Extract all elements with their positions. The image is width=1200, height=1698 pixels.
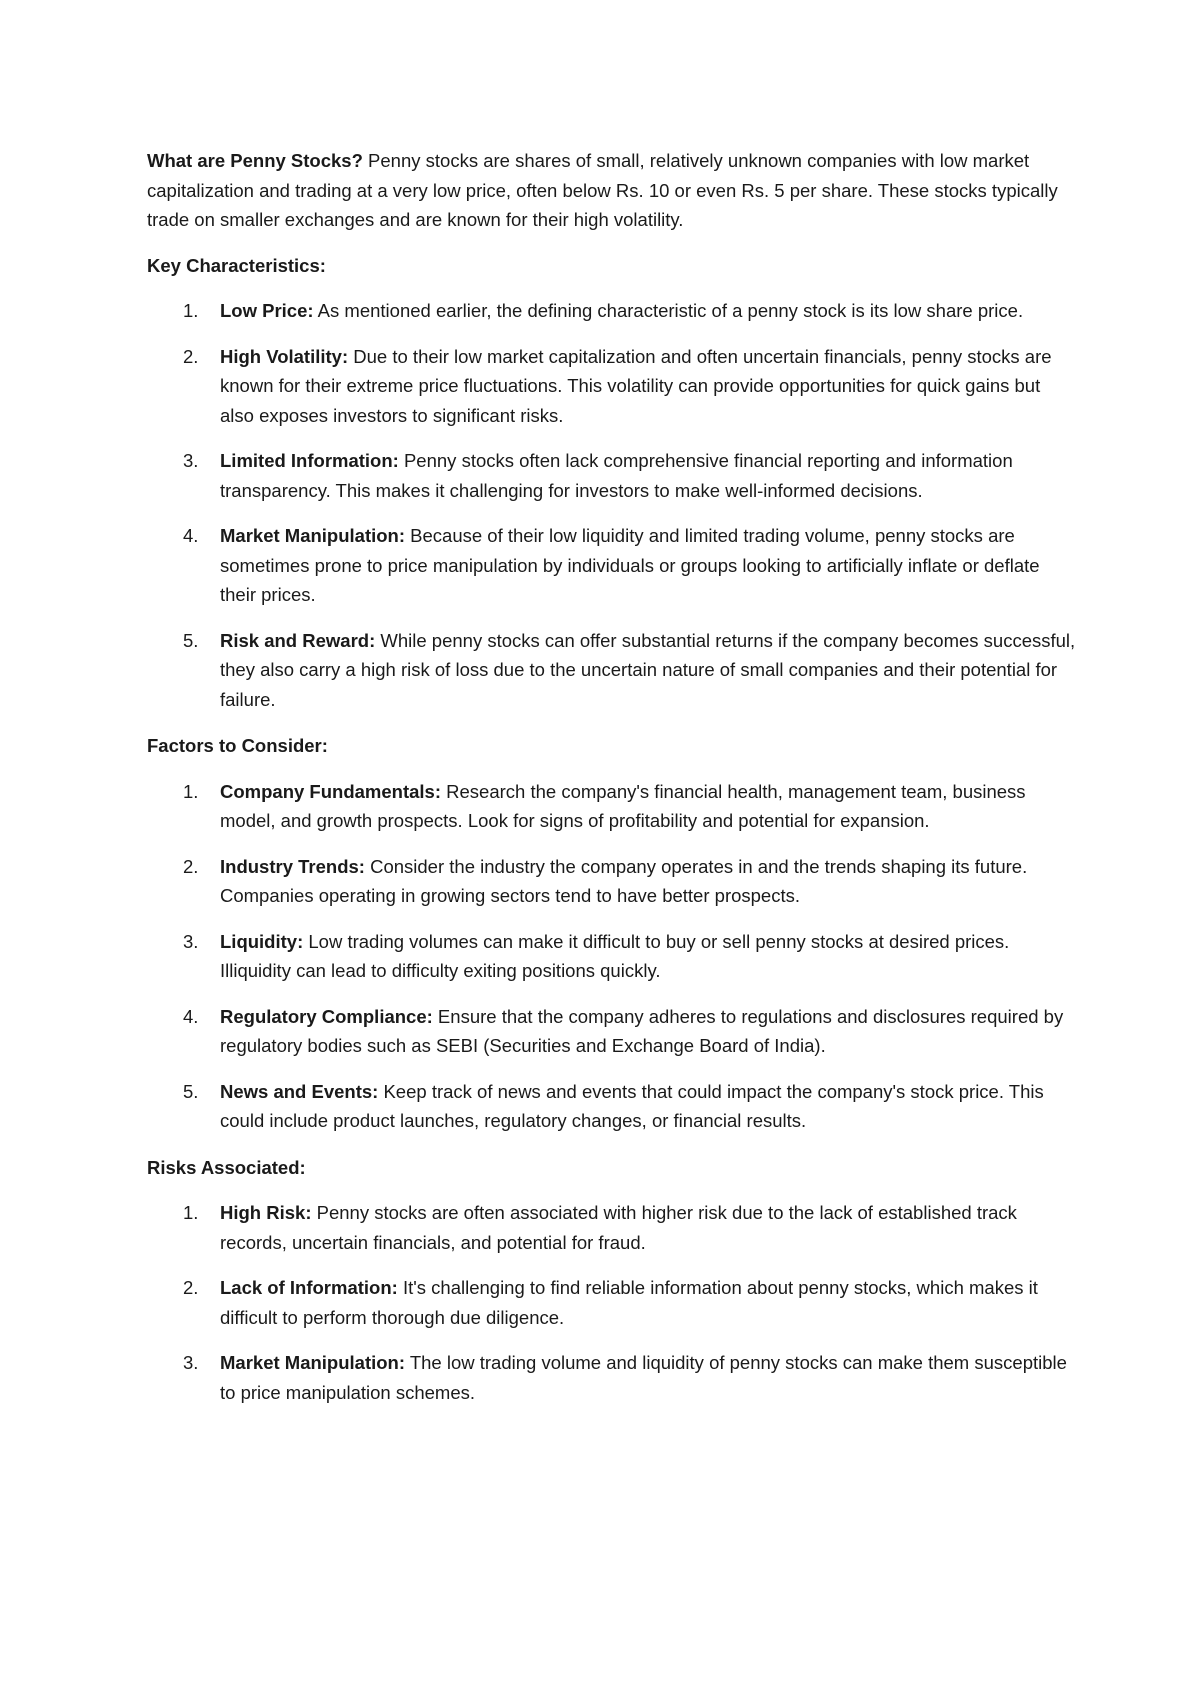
list-item bbox=[147, 1273, 1077, 1332]
item-number: 5. bbox=[183, 1080, 199, 1102]
item-number: 1. bbox=[183, 780, 199, 802]
item-number: 1. bbox=[183, 300, 199, 321]
item-term: High Risk: bbox=[220, 1202, 312, 1223]
list-item bbox=[147, 446, 1077, 505]
list-item bbox=[147, 1348, 1077, 1407]
item-number: 1. bbox=[183, 1202, 199, 1223]
item-term: Liquidity: bbox=[220, 930, 304, 952]
item-number: 2. bbox=[183, 1277, 199, 1298]
item-text: It's challenging to find reliable information about penny stocks, which makes it difficult to perform thorough due diligence. bbox=[220, 1277, 1038, 1328]
item-text: Consider the industry the company operates in and the trends shaping its future. Companies operating in growing sectors tend to have better prospects. bbox=[220, 855, 1028, 906]
list-item bbox=[147, 852, 1077, 911]
section-heading-key-characteristics: Key Characteristics: bbox=[147, 254, 326, 276]
list-item bbox=[147, 927, 1077, 986]
item-text: The low trading volume and liquidity of penny stocks can make them susceptible to price manipulation schemes. bbox=[220, 1352, 1067, 1403]
item-number: 3. bbox=[183, 930, 199, 952]
item-text: Low trading volumes can make it difficult to buy or sell penny stocks at desired prices. Illiquidity can lead to difficulty exiting positions quickly. bbox=[220, 930, 1010, 981]
item-text: Research the company's financial health, management team, business model, and growth prospects. Look for signs of profitability and potential for expansion. bbox=[220, 780, 1026, 831]
intro-paragraph bbox=[147, 146, 1077, 235]
list-item bbox=[147, 1198, 1077, 1257]
document-page bbox=[147, 146, 1077, 1424]
item-text: While penny stocks can offer substantial returns if the company becomes successful, they also carry a high risk of loss due to the uncertain nature of small companies and their potential for failure. bbox=[220, 629, 1076, 710]
item-term: Lack of Information: bbox=[220, 1277, 398, 1298]
item-term: Limited Information: bbox=[220, 450, 399, 471]
item-number: 3. bbox=[183, 450, 199, 471]
item-term: High Volatility: bbox=[220, 345, 349, 367]
item-term: Regulatory Compliance: bbox=[220, 1005, 433, 1027]
list-item bbox=[147, 626, 1077, 715]
intro-title: What are Penny Stocks? bbox=[147, 150, 363, 171]
item-number: 4. bbox=[183, 1005, 199, 1027]
section-heading-factors-to-consider: Factors to Consider: bbox=[147, 735, 328, 756]
list-item bbox=[147, 1002, 1077, 1061]
item-number: 4. bbox=[183, 525, 199, 546]
item-term: Company Fundamentals: bbox=[220, 780, 441, 802]
risks-associated-list bbox=[147, 1198, 1077, 1407]
item-term: Risk and Reward: bbox=[220, 629, 376, 651]
item-number: 5. bbox=[183, 629, 199, 651]
factors-to-consider-list bbox=[147, 777, 1077, 1136]
list-item bbox=[147, 342, 1077, 431]
item-number: 2. bbox=[183, 345, 199, 367]
item-text: Penny stocks are often associated with higher risk due to the lack of established track records, uncertain financials, and potential for fraud. bbox=[220, 1202, 1017, 1253]
item-number: 3. bbox=[183, 1352, 199, 1373]
item-text: Because of their low liquidity and limited trading volume, penny stocks are sometimes prone to price manipulation by individuals or groups looking to artificially inflate or deflate their prices. bbox=[220, 525, 1040, 605]
key-characteristics-list bbox=[147, 296, 1077, 714]
list-item bbox=[147, 521, 1077, 610]
item-text: As mentioned earlier, the defining characteristic of a penny stock is its low share price. bbox=[313, 300, 1024, 321]
item-term: Market Manipulation: bbox=[220, 525, 406, 546]
section-heading-risks-associated: Risks Associated: bbox=[147, 1156, 306, 1178]
item-text: Due to their low market capitalization and often uncertain financials, penny stocks are known for their extreme price fluctuations. This volatility can provide opportunities for quick gains but also exposes investors to significant risks. bbox=[220, 345, 1052, 426]
item-term: Market Manipulation: bbox=[220, 1352, 406, 1373]
item-term: Low Price: bbox=[220, 300, 314, 321]
list-item bbox=[147, 296, 1077, 326]
item-term: Industry Trends: bbox=[220, 855, 365, 877]
list-item bbox=[147, 1077, 1077, 1136]
list-item bbox=[147, 777, 1077, 836]
intro-text: Penny stocks are shares of small, relatively unknown companies with low market capitalization and trading at a very low price, often below Rs. 10 or even Rs. 5 per share. These stocks typically trade on smaller exchanges and are known for their high volatility. bbox=[147, 150, 1058, 230]
item-term: News and Events: bbox=[220, 1080, 379, 1102]
item-text: Penny stocks often lack comprehensive financial reporting and information transparency. This makes it challenging for investors to make well-informed decisions. bbox=[220, 450, 1013, 501]
item-text: Keep track of news and events that could impact the company's stock price. This could include product launches, regulatory changes, or financial results. bbox=[220, 1080, 1044, 1131]
item-text: Ensure that the company adheres to regulations and disclosures required by regulatory bodies such as SEBI (Securities and Exchange Board of India). bbox=[220, 1005, 1064, 1056]
item-number: 2. bbox=[183, 855, 199, 877]
